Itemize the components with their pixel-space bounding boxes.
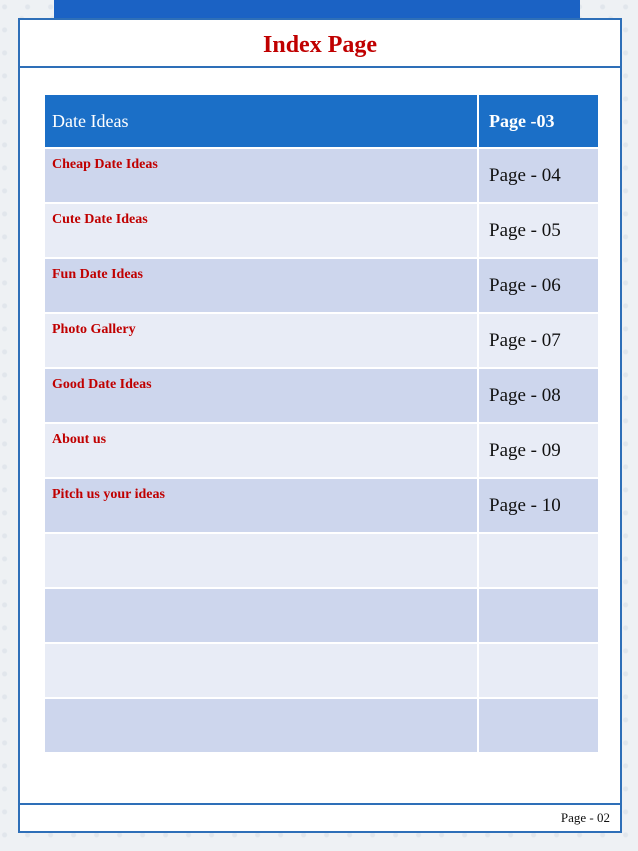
page-title: Index Page	[263, 32, 377, 58]
title-divider	[20, 66, 620, 68]
table-row	[44, 643, 599, 698]
topic-cell	[44, 643, 478, 698]
page-cell: Page - 09	[478, 423, 599, 478]
table-row	[44, 478, 599, 533]
table-row	[44, 698, 599, 753]
table-row	[44, 203, 599, 258]
page-cell: Page - 05	[478, 203, 599, 258]
table-row	[44, 368, 599, 423]
page-cell	[478, 588, 599, 643]
table-header-row	[44, 94, 599, 148]
topic-cell: About us	[44, 423, 478, 478]
header-page-cell: Page -03	[478, 94, 599, 148]
page-cell: Page - 08	[478, 368, 599, 423]
table-row	[44, 588, 599, 643]
topic-cell: Pitch us your ideas	[44, 478, 478, 533]
page-cell: Page - 07	[478, 313, 599, 368]
topic-cell: Fun Date Ideas	[44, 258, 478, 313]
footer-divider	[20, 803, 620, 805]
page-cell: Page - 04	[478, 148, 599, 203]
page-cell: Page - 10	[478, 478, 599, 533]
page-cell	[478, 533, 599, 588]
table-row	[44, 313, 599, 368]
table-row	[44, 258, 599, 313]
top-accent-bar	[54, 0, 580, 20]
topic-cell	[44, 588, 478, 643]
topic-cell	[44, 533, 478, 588]
table-row	[44, 423, 599, 478]
footer-page-number: Page - 02	[560, 810, 610, 825]
table-row	[44, 148, 599, 203]
table-row	[44, 533, 599, 588]
topic-cell: Photo Gallery	[44, 313, 478, 368]
topic-cell: Good Date Ideas	[44, 368, 478, 423]
topic-cell: Cheap Date Ideas	[44, 148, 478, 203]
page-frame	[18, 18, 622, 833]
page-cell	[478, 643, 599, 698]
topic-cell	[44, 698, 478, 753]
page-cell	[478, 698, 599, 753]
topic-cell: Cute Date Ideas	[44, 203, 478, 258]
page-cell: Page - 06	[478, 258, 599, 313]
header-topic-cell: Date Ideas	[44, 94, 478, 148]
index-table	[43, 93, 600, 754]
